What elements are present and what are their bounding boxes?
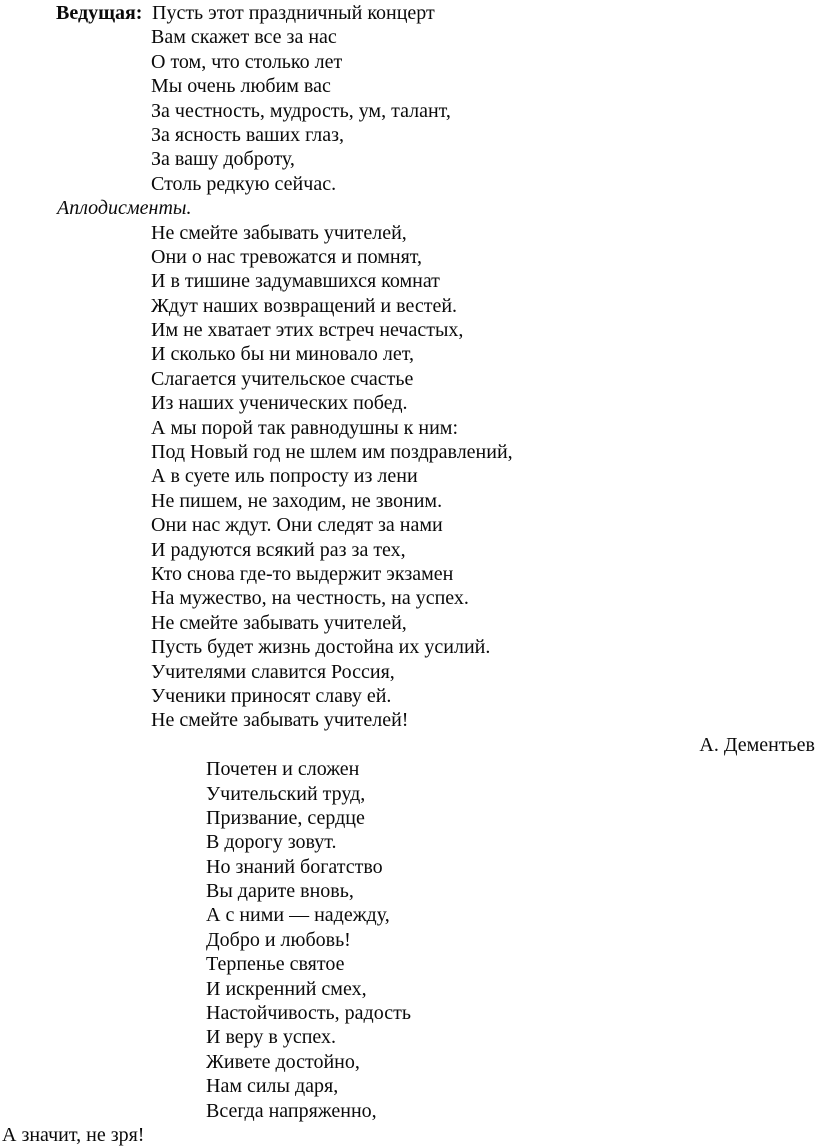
verse-line: За вашу доброту, <box>151 148 295 171</box>
verse-line: Вам скажет все за нас <box>151 26 337 49</box>
verse-line: Не пишем, не заходим, не звоним. <box>151 489 443 512</box>
verse-text: Пусть этот праздничный концерт <box>152 2 435 24</box>
verse-line: И веру в успех. <box>206 1026 337 1049</box>
verse-line: Учителями славится Россия, <box>151 660 395 683</box>
verse-line: А с ними — надежду, <box>206 904 390 927</box>
verse-line: Почетен и сложен <box>206 758 360 781</box>
verse-line: Из наших ученических побед. <box>151 392 408 415</box>
verse-line: Вы дарите вновь, <box>206 880 354 903</box>
speaker-label: Ведущая: <box>56 2 143 24</box>
verse-line: Пусть будет жизнь достойна их усилий. <box>151 636 491 659</box>
verse-line: Кто снова где-то выдержит экзамен <box>151 562 454 585</box>
verse-line: Не смейте забывать учителей, <box>151 221 407 244</box>
verse-line: За ясность ваших глаз, <box>151 123 345 146</box>
verse-line: Добро и любовь! <box>206 928 351 951</box>
verse-line: И в тишине задумавшихся комнат <box>151 270 440 293</box>
verse-line: Столь редкую сейчас. <box>151 172 337 195</box>
closing-line: А значит, не зря! <box>2 1123 145 1146</box>
author-attribution: А. Дементьев <box>699 733 815 756</box>
stage-direction: Аплодисменты. <box>57 197 192 220</box>
verse-line: Мы очень любим вас <box>151 75 331 98</box>
verse-line: А в суете иль попросту из лени <box>151 465 418 488</box>
verse-line: Слагается учительское счастье <box>151 367 414 390</box>
verse-line: Они о нас тревожатся и помнят, <box>151 245 423 268</box>
verse-line: А мы порой так равнодушны к ним: <box>151 416 459 439</box>
verse-line: Они нас ждут. Они следят за нами <box>151 514 443 537</box>
verse-line: За честность, мудрость, ум, талант, <box>151 99 451 122</box>
verse-line: Всегда напряженно, <box>206 1099 377 1122</box>
speaker-line <box>0 1 816 25</box>
verse-line: Нам силы даря, <box>206 1075 339 1098</box>
verse-line: И сколько бы ни миновало лет, <box>151 343 414 366</box>
verse-line: Терпенье святое <box>206 953 345 976</box>
verse-line: И искренний смех, <box>206 977 367 1000</box>
verse-line: О том, что столько лет <box>151 50 343 73</box>
verse-line: Но знаний богатство <box>206 855 383 878</box>
verse-line: Настойчивость, радость <box>206 1002 411 1025</box>
verse-line: Живете достойно, <box>206 1050 360 1073</box>
verse-line: Учительский труд, <box>206 782 366 805</box>
verse-line: Им не хватает этих встреч нечастых, <box>151 319 464 342</box>
verse-line: Ученики приносят славу ей. <box>151 684 392 707</box>
verse-line: На мужество, на честность, на успех. <box>151 587 469 610</box>
verse-line: Призвание, сердце <box>206 806 365 829</box>
verse-line: И радуются всякий раз за тех, <box>151 538 406 561</box>
verse-line: В дорогу зовут. <box>206 831 337 854</box>
verse-line: Под Новый год не шлем им поздравлений, <box>151 441 513 464</box>
verse-line: Не смейте забывать учителей! <box>151 709 409 732</box>
verse-line: Ждут наших возвращений и вестей. <box>151 294 458 317</box>
verse-line: Не смейте забывать учителей, <box>151 611 407 634</box>
